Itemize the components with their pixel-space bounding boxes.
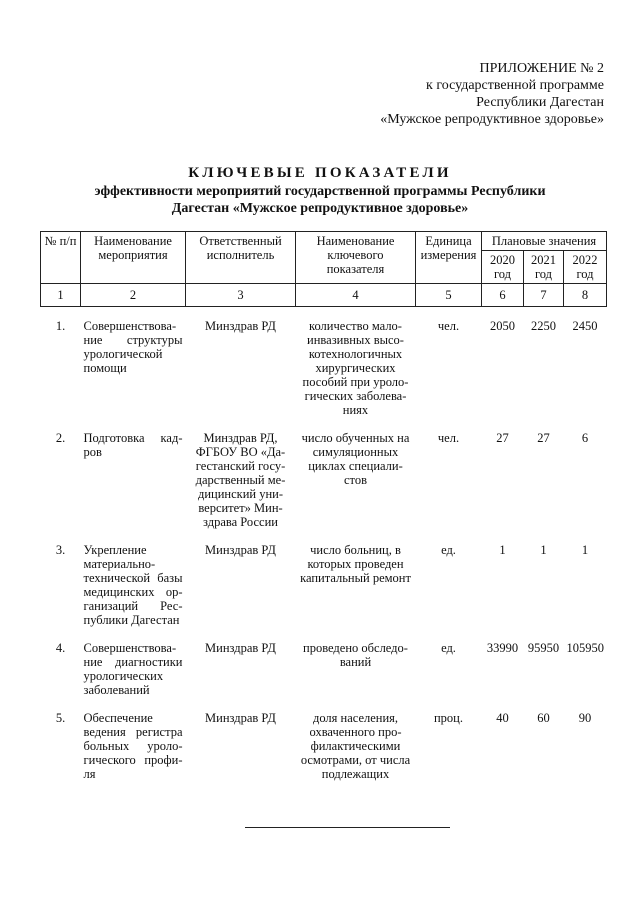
- table-row: [41, 307, 607, 420]
- indicator: число обученных на симуляционных циклах специали-стов: [301, 431, 410, 487]
- value-2022: 1: [581, 543, 589, 557]
- column-number: 7: [524, 284, 564, 307]
- value-2020: 40: [496, 711, 509, 725]
- executor: Минздрав РД: [205, 543, 276, 557]
- header-unit: Единица измерения: [416, 232, 482, 284]
- unit: ед.: [441, 641, 456, 655]
- table-row: [41, 629, 607, 699]
- row-number: 2.: [55, 431, 66, 445]
- header-num: № п/п: [41, 232, 81, 284]
- value-2022: 105950: [566, 641, 604, 655]
- row-number: 4.: [55, 641, 66, 655]
- value-2020: 33990: [486, 641, 519, 655]
- event-name: Обеспечение ведения регистра больных уроло-гического профи-ля: [83, 711, 183, 781]
- appendix-line: Республики Дагестан: [476, 95, 604, 110]
- value-2021: 95950: [527, 641, 560, 655]
- column-number: 5: [416, 284, 482, 307]
- header-indicator: Наименование ключевого показателя: [296, 232, 416, 284]
- row-number: 1.: [55, 319, 66, 333]
- table-row: [41, 531, 607, 629]
- value-2020: 2050: [490, 319, 515, 333]
- event-name: Совершенствова-ние структуры урологической помощи: [83, 319, 183, 375]
- value-2022: 2450: [572, 319, 598, 333]
- appendix-block: [340, 60, 604, 128]
- header-executor: Ответственный исполнитель: [186, 232, 296, 284]
- executor: Минздрав РД: [205, 711, 276, 725]
- header-planned: Плановые значения: [482, 232, 607, 251]
- appendix-line: к государственной программе: [426, 78, 604, 93]
- unit: ед.: [441, 543, 456, 557]
- indicator: проведено обследо-ваний: [303, 641, 408, 669]
- event-name: Совершенствова-ние диагностики урологических заболеваний: [83, 641, 183, 697]
- row-number: 3.: [55, 543, 66, 557]
- unit: чел.: [437, 319, 460, 333]
- header-year-2022: 2022 год: [564, 251, 607, 284]
- table-row: [41, 419, 607, 531]
- column-number: 6: [482, 284, 524, 307]
- executor: Минздрав РД: [205, 319, 276, 333]
- value-2020: 27: [496, 431, 509, 445]
- value-2020: 1: [499, 543, 506, 557]
- footer-divider: [245, 827, 450, 828]
- column-number: 4: [296, 284, 416, 307]
- column-number: 3: [186, 284, 296, 307]
- header-year-2020: 2020 год: [482, 251, 524, 284]
- unit: чел.: [437, 431, 460, 445]
- indicator: доля населения, охваченного про-филактическими осмотрами, от числа подлежащих: [300, 711, 411, 781]
- appendix-line: «Мужское репродуктивное здоровье»: [380, 112, 604, 127]
- executor: Минздрав РД: [205, 641, 276, 655]
- document-title: КЛЮЧЕВЫЕ ПОКАЗАТЕЛИ: [188, 165, 452, 181]
- indicator: число больниц, в которых проведен капитальный ремонт: [300, 543, 411, 585]
- column-number: 8: [564, 284, 607, 307]
- indicator: количество мало-инвазивных высо-котехнологичных хирургических пособий при уроло-гических заболева-ниях: [302, 319, 409, 417]
- kpi-table: [40, 231, 607, 783]
- value-2021: 1: [540, 543, 547, 557]
- event-name: Укрепление материально-технической базы медицинских ор-ганизаций Рес-публики Дагестан: [83, 543, 183, 627]
- row-number: 5.: [55, 711, 66, 725]
- value-2022: 6: [581, 431, 589, 445]
- column-number: 1: [41, 284, 81, 307]
- document-subtitle: [40, 183, 600, 217]
- subtitle-line: Дагестан «Мужское репродуктивное здоровье»: [171, 201, 469, 216]
- table-row: [41, 699, 607, 783]
- value-2021: 60: [537, 711, 550, 725]
- appendix-line: ПРИЛОЖЕНИЕ № 2: [479, 61, 604, 76]
- executor: Минздрав РД, ФГБОУ ВО «Да-гестанский госу-дарственный ме-дицинский уни-верситет» Мин-здрава России: [195, 431, 286, 529]
- subtitle-line: эффективности мероприятий государственной программы Республики: [94, 184, 546, 199]
- header-year-2021: 2021 год: [524, 251, 564, 284]
- header-event: Наименование мероприятия: [81, 232, 186, 284]
- column-number: 2: [81, 284, 186, 307]
- value-2021: 2250: [531, 319, 556, 333]
- unit: проц.: [433, 711, 463, 725]
- column-number-row: [41, 284, 607, 307]
- value-2022: 90: [578, 711, 592, 725]
- event-name: Подготовка кад-ров: [83, 431, 183, 459]
- value-2021: 27: [537, 431, 550, 445]
